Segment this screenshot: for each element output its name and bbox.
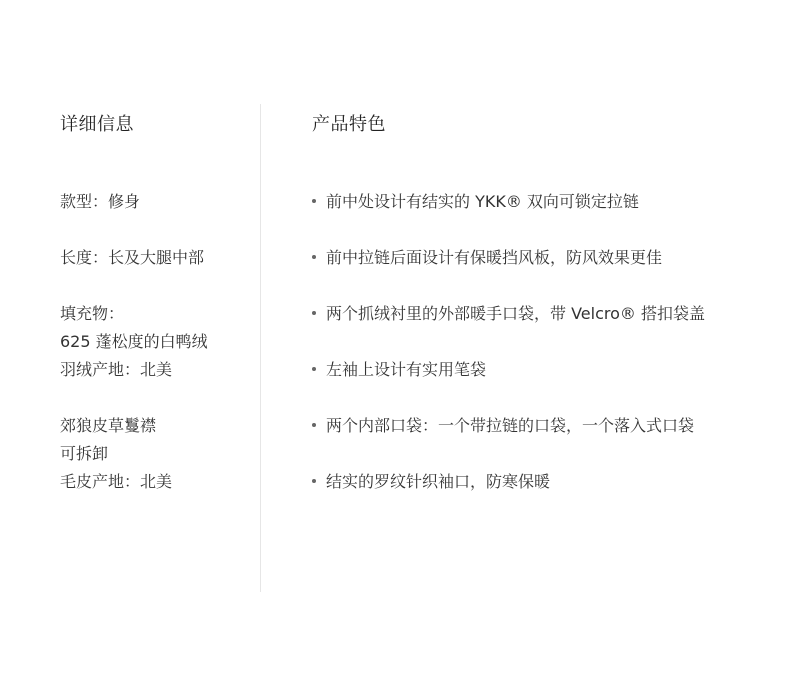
trim-removable: 可拆卸 (60, 444, 109, 463)
features-column (312, 112, 782, 491)
fit-text: 款型：修身 (60, 192, 141, 211)
fur-origin: 毛皮产地：北美 (60, 472, 173, 491)
feature-item (312, 356, 486, 384)
bullet-icon (312, 311, 316, 315)
feature-text: 两个内部口袋：一个带拉链的口袋，一个落入式口袋 (326, 416, 695, 435)
feature-item (312, 468, 550, 496)
feature-text: 左袖上设计有实用笔袋 (326, 360, 487, 379)
bullet-icon (312, 423, 316, 427)
length-detail (60, 244, 204, 272)
feature-text: 两个抓绒衬里的外部暖手口袋，带 Velcro® 搭扣袋盖 (326, 304, 705, 323)
bullet-icon (312, 367, 316, 371)
trim-title: 郊狼皮草鬘襟 (60, 416, 157, 435)
feature-item (312, 300, 705, 328)
feature-item (312, 244, 662, 272)
length-text: 长度：长及大腿中部 (60, 248, 205, 267)
fill-origin: 羽绒产地：北美 (60, 360, 173, 379)
feature-item (312, 188, 639, 216)
feature-text: 前中拉链后面设计有保暖挡风板，防风效果更佳 (326, 248, 663, 267)
feature-item (312, 412, 694, 440)
column-divider (260, 104, 261, 592)
fill-detail (60, 300, 208, 384)
feature-text: 前中处设计有结实的 YKK® 双向可锁定拉链 (326, 192, 639, 211)
bullet-icon (312, 199, 316, 203)
details-column (60, 112, 250, 491)
features-heading: 产品特色 (312, 114, 386, 135)
trim-detail (60, 412, 172, 496)
bullet-icon (312, 255, 316, 259)
details-heading: 详细信息 (60, 114, 134, 135)
feature-text: 结实的罗纹针织袖口，防寒保暖 (326, 472, 551, 491)
fill-spec: 625 蓬松度的白鸭绒 (60, 332, 208, 351)
fit-detail (60, 188, 140, 216)
bullet-icon (312, 479, 316, 483)
fill-title: 填充物： (60, 304, 125, 323)
